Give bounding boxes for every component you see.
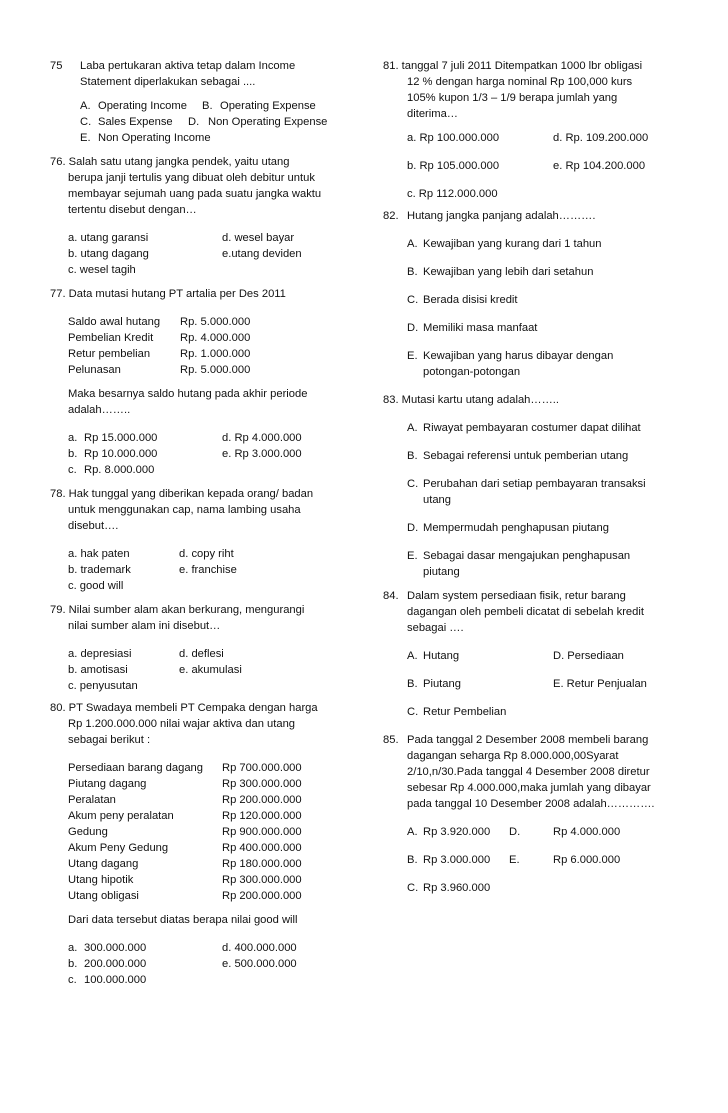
option-a: Operating Income xyxy=(98,100,187,112)
option-b: Rp 3.000.000 xyxy=(423,854,491,866)
table-row: Pembelian Kredit Rp. 4.000.000 xyxy=(68,332,251,344)
option-a: Rp 15.000.000 xyxy=(84,432,158,444)
table-row: Akum Peny Gedung Rp 400.000.000 xyxy=(68,842,302,854)
option-b: b. amotisasi xyxy=(68,664,128,676)
question-number: 84. xyxy=(383,590,399,602)
table-row: Pelunasan Rp. 5.000.000 xyxy=(68,364,251,376)
option-c: c. good will xyxy=(68,580,124,592)
option-a: Riwayat pembayaran costumer dapat dilihat xyxy=(423,422,641,434)
option-d: D. Persediaan xyxy=(553,650,624,662)
option-e: e. 500.000.000 xyxy=(222,958,297,970)
option-e: E. Retur Penjualan xyxy=(553,678,647,690)
question-text: 80. PT Swadaya membeli PT Cempaka dengan harga xyxy=(50,702,318,714)
question-text: Laba pertukaran aktiva tetap dalam Income xyxy=(80,60,296,72)
mutation-table xyxy=(50,314,350,378)
question-text: adalah…….. xyxy=(68,404,131,416)
option-b: b. trademark xyxy=(68,564,131,576)
option-e: Non Operating Income xyxy=(98,132,211,144)
table-row: Peralatan Rp 200.000.000 xyxy=(68,794,302,806)
option-c: c. Rp 112.000.000 xyxy=(407,188,498,200)
option-c-continued: utang xyxy=(423,494,451,506)
question-text: 76. Salah satu utang jangka pendek, yaitu utang xyxy=(50,156,290,168)
question-76 xyxy=(50,154,350,278)
option-c: c. wesel tagih xyxy=(68,264,136,276)
option-d: Non Operating Expense xyxy=(208,116,328,128)
table-row: Persediaan barang dagang Rp 700.000.000 xyxy=(68,762,302,774)
option-a: Kewajiban yang kurang dari 1 tahun xyxy=(423,238,602,250)
option-a: Hutang xyxy=(423,650,460,662)
option-a: 300.000.000 xyxy=(84,942,147,954)
table-row: Utang hipotik Rp 300.000.000 xyxy=(68,874,302,886)
option-d: Mempermudah penghapusan piutang xyxy=(423,522,609,534)
option-e: e. Rp 104.200.000 xyxy=(553,160,646,172)
option-a: a. Rp 100.000.000 xyxy=(407,132,500,144)
question-83: 83. Mutasi kartu utang adalah…….. A. Riwayat pembayaran costumer dapat dilihat B. Sebagai referensi untuk pemberian utang C. Perubahan dari setiap pembayaran transaksi utang D. Mempermudah penghapusan piutang E. Sebagai dasar mengajukan penghapusan piutang xyxy=(383,392,683,580)
question-text: Dari data tersebut diatas berapa nilai good will xyxy=(68,914,298,926)
question-text: pada tanggal 10 Desember 2008 adalah…………. xyxy=(407,798,655,810)
option-c: Berada disisi kredit xyxy=(423,294,518,306)
option-d: d. deflesi xyxy=(179,648,224,660)
option-b: b. Rp 105.000.000 xyxy=(407,160,500,172)
option-b: Kewajiban yang lebih dari setahun xyxy=(423,266,594,278)
question-text: sebagai berikut : xyxy=(68,734,151,746)
question-text: untuk menggunakan cap, nama lambing usaha xyxy=(68,504,301,516)
question-text: 78. Hak tunggal yang diberikan kepada orang/ badan xyxy=(50,488,314,500)
option-e-continued: potongan-potongan xyxy=(423,366,521,378)
question-text: berupa janji tertulis yang dibuat oleh debitur untuk xyxy=(68,172,315,184)
question-84: 84. Dalam system persediaan fisik, retur barang dagangan oleh pembeli dicatat di sebelah kredit sebagai …. A. Hutang D. Persediaan B. Piutang E. Retur Penjualan C. Retur Pembelian xyxy=(383,588,683,720)
question-79 xyxy=(50,602,350,694)
question-81 xyxy=(383,58,683,202)
option-a: a. utang garansi xyxy=(68,232,149,244)
question-85: 85. Pada tanggal 2 Desember 2008 membeli barang dagangan seharga Rp 8.000.000,00Syarat 2/10,n/30.Pada tanggal 4 Desember 2008 diretur sebesar Rp 4.000.000,maka jumlah yang dibayar pada tanggal 10 Desember 2008 adalah…………. A. Rp 3.920.000 D. Rp 4.000.000 B. Rp 3.000.000 E. Rp 6.000.000 C. Rp 3.960.000 xyxy=(383,732,683,896)
question-text: Dalam system persediaan fisik, retur barang xyxy=(407,590,626,602)
option-b: Sebagai referensi untuk pemberian utang xyxy=(423,450,629,462)
option-e: Kewajiban yang harus dibayar dengan xyxy=(423,350,614,362)
question-text: disebut…. xyxy=(68,520,119,532)
option-e: e. franchise xyxy=(179,564,237,576)
fair-value-table xyxy=(50,760,350,904)
question-text: dagangan seharga Rp 8.000.000,00Syarat xyxy=(407,750,619,762)
option-c: c. penyusutan xyxy=(68,680,138,692)
table-row: Akum peny peralatan Rp 120.000.000 xyxy=(68,810,302,822)
option-c: Perubahan dari setiap pembayaran transaksi xyxy=(423,478,646,490)
question-text: sebesar Rp 4.000.000,maka jumlah yang dibayar xyxy=(407,782,651,794)
question-text: 77. Data mutasi hutang PT artalia per Des 2011 xyxy=(50,288,286,300)
question-number: 85. xyxy=(383,734,399,746)
option-d: d. copy riht xyxy=(179,548,234,560)
table-row: Retur pembelian Rp. 1.000.000 xyxy=(68,348,251,360)
option-d: d. Rp. 109.200.000 xyxy=(553,132,649,144)
question-text: dagangan oleh pembeli dicatat di sebelah kredit xyxy=(407,606,644,618)
option-e: Sebagai dasar mengajukan penghapusan xyxy=(423,550,631,562)
question-text: 12 % dengan harga nominal Rp 100,000 kurs xyxy=(407,76,633,88)
option-c: Rp 3.960.000 xyxy=(423,882,491,894)
option-c: Rp. 8.000.000 xyxy=(84,464,155,476)
question-text: Statement diperlakukan sebagai .... xyxy=(80,76,256,88)
right-column xyxy=(383,58,683,896)
question-text: 83. Mutasi kartu utang adalah…….. xyxy=(383,394,559,406)
question-text: Hutang jangka panjang adalah………. xyxy=(407,210,596,222)
option-e: e. akumulasi xyxy=(179,664,242,676)
question-number: 82. xyxy=(383,210,399,222)
option-d: d. 400.000.000 xyxy=(222,942,297,954)
option-b: Rp 10.000.000 xyxy=(84,448,158,460)
question-text: 79. Nilai sumber alam akan berkurang, mengurangi xyxy=(50,604,305,616)
question-text: Maka besarnya saldo hutang pada akhir periode xyxy=(68,388,308,400)
option-e: e. Rp 3.000.000 xyxy=(222,448,302,460)
option-e: e.utang deviden xyxy=(222,248,302,260)
option-a: a. depresiasi xyxy=(68,648,132,660)
question-text: nilai sumber alam ini disebut… xyxy=(68,620,221,632)
left-column xyxy=(50,58,350,988)
option-a: Rp 3.920.000 xyxy=(423,826,491,838)
option-c: Sales Expense xyxy=(98,116,173,128)
option-d: Memiliki masa manfaat xyxy=(423,322,538,334)
table-row: Utang obligasi Rp 200.000.000 xyxy=(68,890,302,902)
option-a: a. hak paten xyxy=(68,548,130,560)
table-row: Utang dagang Rp 180.000.000 xyxy=(68,858,302,870)
table-row: Gedung Rp 900.000.000 xyxy=(68,826,302,838)
table-row: Saldo awal hutang Rp. 5.000.000 xyxy=(68,316,251,328)
option-c: 100.000.000 xyxy=(84,974,147,986)
question-text: Pada tanggal 2 Desember 2008 membeli barang xyxy=(407,734,649,746)
option-b: Operating Expense xyxy=(220,100,316,112)
option-d: Rp 4.000.000 xyxy=(553,826,621,838)
option-e: Rp 6.000.000 xyxy=(553,854,621,866)
question-text: 105% kupon 1/3 – 1/9 berapa jumlah yang xyxy=(407,92,618,104)
option-b: 200.000.000 xyxy=(84,958,147,970)
option-b: b. utang dagang xyxy=(68,248,149,260)
table-row: Piutang dagang Rp 300.000.000 xyxy=(68,778,302,790)
question-text: membayar sejumah uang pada suatu jangka waktu xyxy=(68,188,322,200)
question-82: 82. Hutang jangka panjang adalah………. A. Kewajiban yang kurang dari 1 tahun B. Kewajiban yang lebih dari setahun C. Berada disisi kredit D. Memiliki masa manfaat E. Kewajiban yang harus dibayar dengan potongan-potongan xyxy=(383,208,683,380)
question-text: 81. tanggal 7 juli 2011 Ditempatkan 1000 lbr obligasi xyxy=(383,60,643,72)
option-d: d. wesel bayar xyxy=(222,232,295,244)
question-text: diterima… xyxy=(407,108,458,120)
question-text: 2/10,n/30.Pada tanggal 4 Desember 2008 diretur xyxy=(407,766,650,778)
question-78 xyxy=(50,486,350,594)
question-text: tertentu disebut dengan… xyxy=(68,204,197,216)
question-text: sebagai …. xyxy=(407,622,464,634)
option-c: Retur Pembelian xyxy=(423,706,507,718)
option-b: Piutang xyxy=(423,678,461,690)
option-d: d. Rp 4.000.000 xyxy=(222,432,302,444)
question-80: 80. PT Swadaya membeli PT Cempaka dengan harga Rp 1.200.000.000 nilai wajar aktiva dan utang sebagai berikut : Persediaan barang dagang Rp 700.000.000 Piutang dagang Rp 300.000.000 Peralatan Rp 200.000.000 Akum peny peralatan Rp 120.000.000 Gedung Rp 900.000.000 Akum Peny Gedung Rp 400.000.000 Utang dagang Rp 180.000.000 Utang hipotik Rp 300.000.000 Utang obligasi Rp 200.000.000 Dari data tersebut diatas berapa nilai good will a. 300.000.000 d. 400.000.000 b. 200.000.000 e. 500.000.000 c. 100.000.000 xyxy=(50,700,350,988)
option-e-continued: piutang xyxy=(423,566,460,578)
question-75: 75 Laba pertukaran aktiva tetap dalam Income Statement diperlakukan sebagai .... A. Operating Income B. Operating Expense C. Sales Expense D. Non Operating Expense E. Non Operating Income xyxy=(50,58,350,146)
question-77: 77. Data mutasi hutang PT artalia per Des 2011 Saldo awal hutang Rp. 5.000.000 Pembelian Kredit Rp. 4.000.000 Retur pembelian Rp. 1.000.000 Pelunasan Rp. 5.000.000 Maka besarnya saldo hutang pada akhir periode adalah…….. a. Rp 15.000.000 d. Rp 4.000.000 b. Rp 10.000.000 e. Rp 3.000.000 c. Rp. 8.000.000 xyxy=(50,286,350,478)
question-number: 75 xyxy=(50,60,63,72)
question-text: Rp 1.200.000.000 nilai wajar aktiva dan utang xyxy=(68,718,296,730)
